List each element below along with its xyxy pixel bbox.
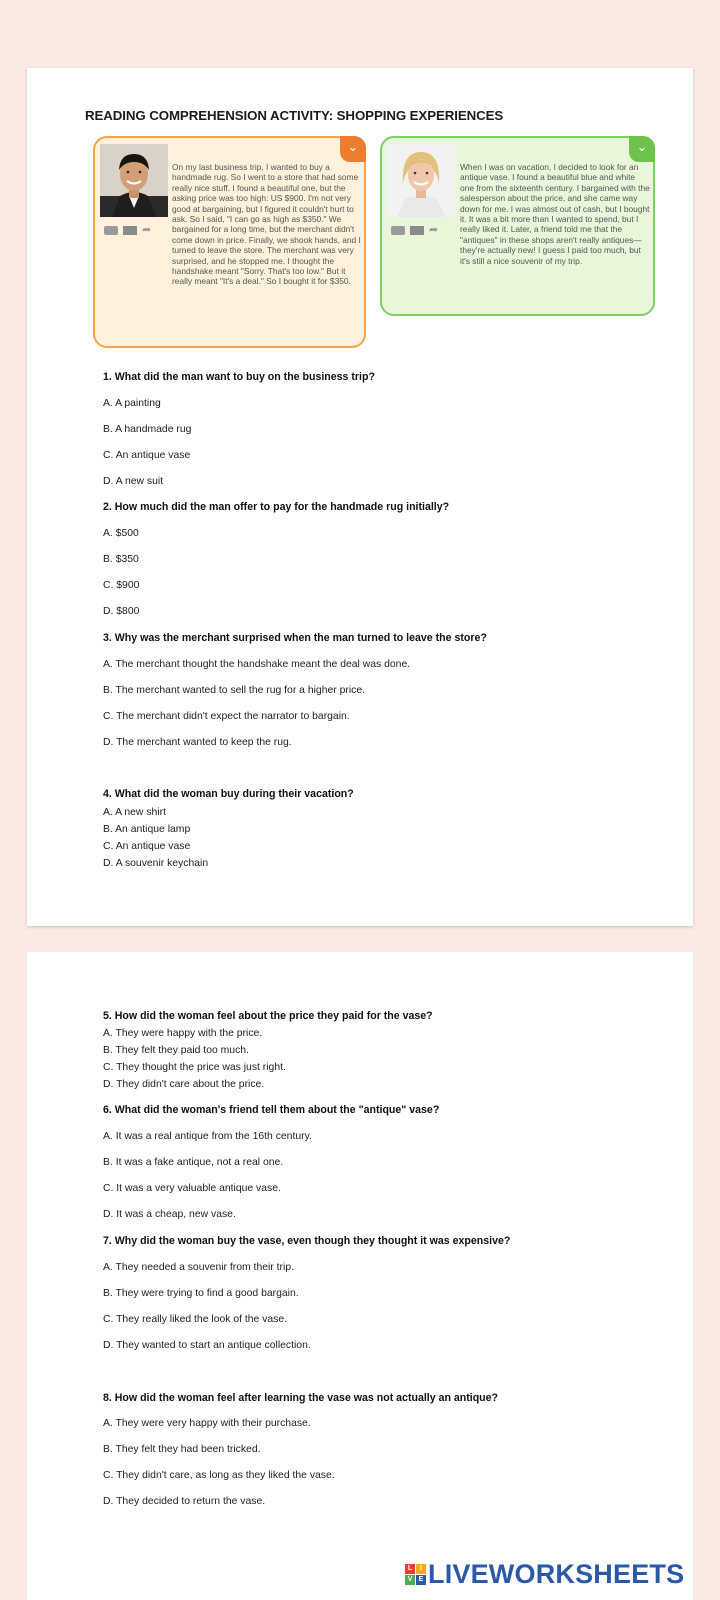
worksheet-title: READING COMPREHENSION ACTIVITY: SHOPPING EXPERIENCES <box>85 108 504 123</box>
answer-option[interactable]: B. $350 <box>103 554 139 565</box>
logo-text: LIVEWORKSHEETS <box>428 1559 685 1589</box>
share-icon: ➦ <box>142 224 152 237</box>
answer-option[interactable]: C. $900 <box>103 580 140 591</box>
question-6: 6. What did the woman's friend tell them about the "antique" vase? <box>103 1104 440 1116</box>
answer-option[interactable]: A. The merchant thought the handshake meant the deal was done. <box>103 659 411 670</box>
question-7: 7. Why did the woman buy the vase, even though they thought it was expensive? <box>103 1235 511 1247</box>
answer-option[interactable]: D. They decided to return the vase. <box>103 1496 266 1507</box>
answer-option[interactable]: C. They thought the price was just right. <box>103 1062 286 1073</box>
question-3: 3. Why was the merchant surprised when the man turned to leave the store? <box>103 632 487 644</box>
answer-option[interactable]: A. A new shirt <box>103 807 166 818</box>
card-action-icons <box>391 222 455 237</box>
woman-story-card <box>380 136 655 316</box>
answer-option[interactable]: B. The merchant wanted to sell the rug for a higher price. <box>103 685 366 696</box>
share-icon: ➦ <box>429 224 439 237</box>
answer-option[interactable]: C. An antique vase <box>103 450 191 461</box>
answer-option[interactable]: D. They wanted to start an antique collection. <box>103 1340 311 1351</box>
logo-grid-icon <box>405 1564 427 1586</box>
logo-letter: V <box>405 1575 415 1585</box>
answer-option[interactable]: D. A souvenir keychain <box>103 858 209 869</box>
answer-option[interactable]: B. They felt they had been tricked. <box>103 1444 261 1455</box>
answer-option[interactable]: B. It was a fake antique, not a real one. <box>103 1157 284 1168</box>
answer-option[interactable]: C. The merchant didn't expect the narrator to bargain. <box>103 711 350 722</box>
worksheet-page-1 <box>27 68 693 926</box>
mail-icon <box>410 226 424 235</box>
answer-option[interactable]: D. They didn't care about the price. <box>103 1079 265 1090</box>
question-4: 4. What did the woman buy during their vacation? <box>103 788 354 800</box>
answer-option[interactable]: B. A handmade rug <box>103 424 192 435</box>
answer-option[interactable]: D. A new suit <box>103 476 164 487</box>
answer-option[interactable]: A. They needed a souvenir from their trip. <box>103 1262 294 1273</box>
answer-option[interactable]: B. They were trying to find a good bargain. <box>103 1288 299 1299</box>
answer-option[interactable]: A. $500 <box>103 528 139 539</box>
logo-letter: I <box>416 1564 426 1574</box>
answer-option[interactable]: D. It was a cheap, new vase. <box>103 1209 236 1220</box>
answer-option[interactable]: A. A painting <box>103 398 161 409</box>
woman-photo <box>387 144 455 217</box>
answer-option[interactable]: A. It was a real antique from the 16th century. <box>103 1131 312 1142</box>
answer-option[interactable]: B. They felt they paid too much. <box>103 1045 249 1056</box>
man-story-card <box>93 136 366 348</box>
comment-icon <box>104 226 118 235</box>
answer-option[interactable]: C. An antique vase <box>103 841 191 852</box>
man-story-text: On my last business trip, I wanted to buy a handmade rug. So I went to a store that had some really nice stuff. I found a beautiful one, but the asking price was too high: US $900. I'm not very good at bargaining, but I figured it couldn't hurt to ask. So I said, "I can go as high as $350." We bargained for a long time, but the merchant didn't come down in price. Finally, we shook hands, and I turned to leave the store. The merchant was very surprised, and he stopped me. I thought the handshake meant "Sorry. That's too low." But it really meant "It's a deal." So I bought it for $350. <box>172 162 361 287</box>
comment-icon <box>391 226 405 235</box>
woman-story-text: When I was on vacation, I decided to look for an antique vase. I found a beautiful blue and white one from the sixteenth century. I bargained with the salesperson about the price, and she came way down for me. I was almost out of cash, but I bought it. It was a bit more than I wanted to spend, but I really liked it. Later, a friend told me that the "antiques" in these shops aren't really antiques—they're actually new! I guess I paid too much, but it's still a nice souvenir of my trip. <box>460 162 650 266</box>
question-5: 5. How did the woman feel about the price they paid for the vase? <box>103 1010 433 1022</box>
answer-option[interactable]: A. They were happy with the price. <box>103 1028 263 1039</box>
answer-option[interactable]: C. They really liked the look of the vase. <box>103 1314 288 1325</box>
answer-option[interactable]: D. $800 <box>103 606 140 617</box>
logo-letter: L <box>405 1564 415 1574</box>
question-8: 8. How did the woman feel after learning the vase was not actually an antique? <box>103 1392 498 1404</box>
logo-letter: E <box>416 1575 426 1585</box>
answer-option[interactable]: D. The merchant wanted to keep the rug. <box>103 737 292 748</box>
chevron-down-icon[interactable]: ⌄ <box>629 136 655 162</box>
liveworksheets-logo[interactable] <box>405 1560 715 1590</box>
question-1: 1. What did the man want to buy on the business trip? <box>103 371 375 383</box>
chevron-down-icon[interactable]: ⌄ <box>340 136 366 162</box>
man-photo <box>100 144 168 217</box>
mail-icon <box>123 226 137 235</box>
card-action-icons <box>104 222 168 237</box>
question-2: 2. How much did the man offer to pay for the handmade rug initially? <box>103 501 450 513</box>
answer-option[interactable]: A. They were very happy with their purchase. <box>103 1418 311 1429</box>
answer-option[interactable]: C. They didn't care, as long as they liked the vase. <box>103 1470 335 1481</box>
worksheet-page-2 <box>27 952 693 1600</box>
answer-option[interactable]: C. It was a very valuable antique vase. <box>103 1183 281 1194</box>
answer-option[interactable]: B. An antique lamp <box>103 824 191 835</box>
